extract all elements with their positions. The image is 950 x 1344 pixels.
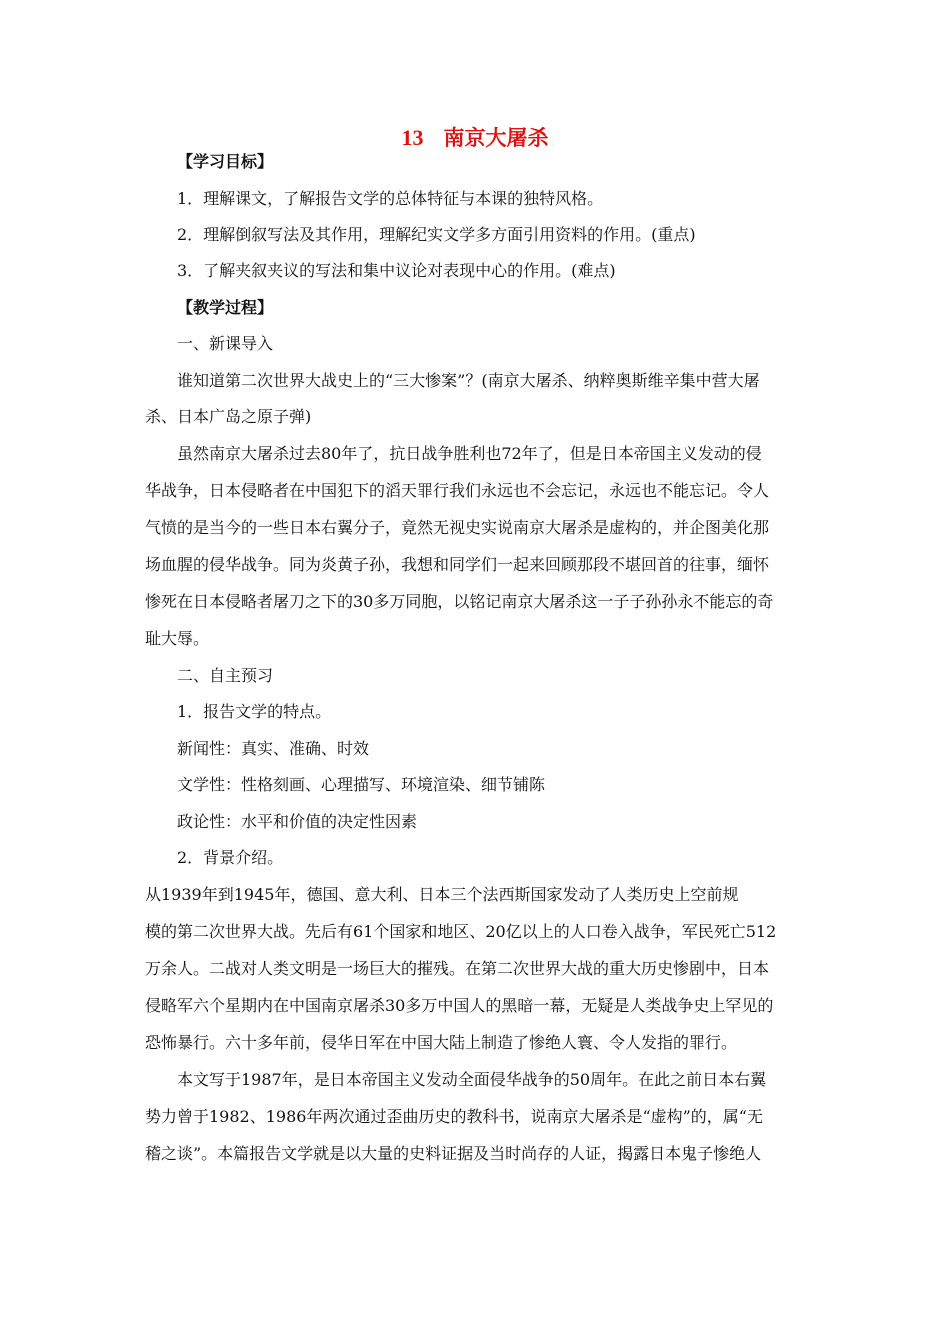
paragraph-line: 谁知道第二次世界大战史上的“三大惨案”？(南京大屠杀、纳粹奥斯维辛集中营大屠 — [177, 371, 760, 390]
paragraph-line: 气愤的是当今的一些日本右翼分子，竟然无视史实说南京大屠杀是虚构的，并企图美化那 — [145, 518, 770, 537]
paragraph-line: 势力曾于1982、1986年两次通过歪曲历史的教科书，说南京大屠杀是“虚构”的，属“无 — [145, 1107, 763, 1126]
paragraph-line: 模的第二次世界大战。先后有61个国家和地区、20亿以上的人口卷入战争，军民死亡512 — [145, 922, 777, 941]
paragraph-line: 侵略军六个星期内在中国南京屠杀30多万中国人的黑暗一幕，无疑是人类战争史上罕见的 — [145, 996, 774, 1015]
paragraph-line: 场血腥的侵华战争。同为炎黄子孙，我想和同学们一起来回顾那段不堪回首的往事，缅怀 — [145, 555, 770, 574]
objective-item: 1．理解课文，了解报告文学的总体特征与本课的独特风格。 — [177, 189, 604, 208]
paragraph-line: 万余人。二战对人类文明是一场巨大的摧残。在第二次世界大战的重大历史惨剧中，日本 — [145, 959, 770, 978]
paragraph-line: 华战争，日本侵略者在中国犯下的滔天罪行我们永远也不会忘记，永远也不能忘记。令人 — [145, 481, 770, 500]
list-item: 1．报告文学的特点。 — [177, 702, 332, 721]
paragraph-line: 恐怖暴行。六十多年前，侵华日军在中国大陆上制造了惨绝人寰、令人发指的罪行。 — [145, 1033, 738, 1052]
paragraph-line: 从1939年到1945年，德国、意大利、日本三个法西斯国家发动了人类历史上空前规 — [145, 885, 739, 904]
paragraph-line: 虽然南京大屠杀过去80年了，抗日战争胜利也72年了，但是日本帝国主义发动的侵 — [177, 444, 762, 463]
objective-item: 2．理解倒叙写法及其作用，理解纪实文学多方面引用资料的作用。(重点) — [177, 225, 696, 244]
section-heading-process: 【教学过程】 — [177, 298, 274, 317]
subheading-preview: 二、自主预习 — [177, 666, 274, 685]
paragraph-line: 耻大辱。 — [145, 629, 210, 648]
list-item: 新闻性：真实、准确、时效 — [177, 739, 370, 758]
section-heading-objectives: 【学习目标】 — [177, 152, 274, 171]
objective-item: 3．了解夹叙夹议的写法和集中议论对表现中心的作用。(难点) — [177, 261, 616, 280]
list-item: 2．背景介绍。 — [177, 848, 284, 867]
paragraph-line: 杀、日本广岛之原子弹) — [145, 407, 312, 426]
paragraph-line: 本文写于1987年，是日本帝国主义发动全面侵华战争的50周年。在此之前日本右翼 — [177, 1070, 767, 1089]
paragraph-line: 惨死在日本侵略者屠刀之下的30多万同胞，以铭记南京大屠杀这一子子孙孙永不能忘的奇 — [145, 592, 774, 611]
list-item: 政论性：水平和价值的决定性因素 — [177, 812, 418, 831]
subheading-intro: 一、新课导入 — [177, 334, 274, 353]
lesson-title: 南京大屠杀 — [443, 126, 549, 150]
paragraph-line: 稽之谈”。本篇报告文学就是以大量的史料证据及当时尚存的人证，揭露日本鬼子惨绝人 — [145, 1144, 762, 1163]
lesson-number: 13 — [401, 125, 424, 150]
list-item: 文学性：性格刻画、心理描写、环境渲染、细节铺陈 — [177, 775, 546, 794]
page-title — [0, 124, 950, 152]
